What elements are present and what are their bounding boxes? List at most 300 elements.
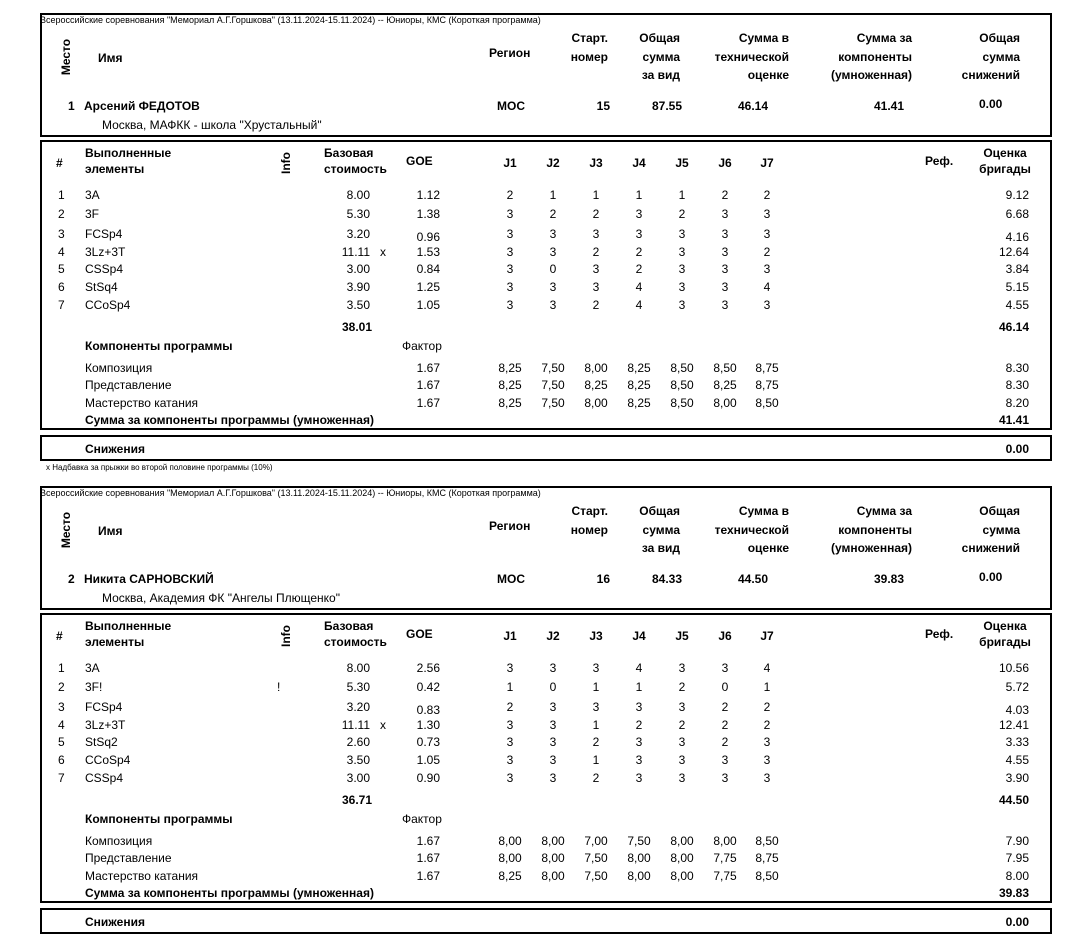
element-judge-score: 2 (678, 718, 686, 732)
component-judge-score: 7,00 (584, 834, 608, 848)
element-judge-score: 3 (678, 735, 686, 749)
component-judge-score: 8,25 (627, 378, 651, 392)
element-name: FCSp4 (85, 227, 123, 241)
element-judge-score: 2 (592, 771, 600, 785)
component-judge-score: 8,25 (713, 378, 737, 392)
element-name: FCSp4 (85, 700, 123, 714)
element-judge-score: 4 (763, 661, 771, 675)
element-base-value: 5.30 (346, 680, 370, 694)
components-total-label: Сумма за компоненты программы (умноженная) (85, 413, 374, 427)
tes-header-line: Сумма в (738, 504, 789, 518)
component-panel-score: 8.30 (1005, 361, 1029, 375)
element-judge-score: 3 (506, 771, 514, 785)
component-factor: 1.67 (416, 851, 440, 865)
element-judge-score: 1 (635, 680, 643, 694)
element-judge-score: 3 (678, 280, 686, 294)
element-judge-score: 0 (549, 680, 557, 694)
component-judge-score: 8,50 (755, 834, 779, 848)
tes-header-line: технической (714, 522, 789, 537)
element-name: CCoSp4 (85, 298, 131, 312)
tes-header-line: технической (714, 49, 789, 64)
element-panel-score: 9.12 (1005, 188, 1029, 202)
element-number: 5 (58, 735, 65, 749)
element-number: 7 (58, 298, 65, 312)
tss-header-line: сумма (642, 522, 680, 537)
component-judge-score: 8,00 (670, 851, 694, 865)
element-row (0, 735, 1081, 751)
component-name: Мастерство катания (85, 396, 199, 410)
ded-header-line: сумма (982, 522, 1020, 537)
component-row (0, 869, 1081, 885)
component-row (0, 834, 1081, 850)
col-exec-label-2: элементы (85, 635, 145, 649)
skater-start-number: 16 (596, 572, 610, 586)
element-number: 4 (58, 245, 65, 259)
tss-header-line: за вид (641, 541, 680, 555)
element-judge-score: 3 (635, 771, 643, 785)
element-number: 4 (58, 718, 65, 732)
element-judge-score: 0 (549, 262, 557, 276)
element-judge-score: 2 (721, 700, 729, 714)
element-number: 3 (58, 700, 65, 714)
col-judge-label: J2 (546, 156, 560, 170)
element-judge-score: 2 (763, 245, 771, 259)
element-judge-score: 3 (721, 753, 729, 767)
component-name: Представление (85, 378, 172, 392)
component-judge-score: 8,25 (498, 396, 522, 410)
component-judge-score: 8,00 (670, 869, 694, 883)
region-label: Регион (489, 46, 531, 60)
col-judge-label: J7 (760, 629, 774, 643)
element-goe: 0.73 (416, 735, 440, 749)
element-judge-score: 3 (678, 661, 686, 675)
element-goe: 0.84 (416, 262, 440, 276)
pcs-header-line: Сумма за (856, 31, 912, 45)
element-judge-score: 3 (635, 207, 643, 221)
element-judge-score: 3 (678, 245, 686, 259)
component-judge-score: 7,75 (713, 851, 737, 865)
component-judge-score: 8,50 (755, 396, 779, 410)
element-judge-score: 3 (721, 280, 729, 294)
element-base-value: 11.11 (341, 245, 370, 259)
element-judge-score: 3 (592, 227, 600, 241)
element-judge-score: 3 (635, 700, 643, 714)
component-judge-score: 8,75 (755, 851, 779, 865)
element-number: 6 (58, 753, 65, 767)
element-name: 3Lz+3T (85, 245, 126, 259)
element-judge-score: 3 (549, 700, 557, 714)
element-judge-score: 2 (635, 262, 643, 276)
col-judge-label: J2 (546, 629, 560, 643)
element-goe: 2.56 (416, 661, 440, 675)
element-judge-score: 1 (592, 680, 600, 694)
element-number: 1 (58, 661, 65, 675)
element-judge-score: 3 (549, 245, 557, 259)
total-component-score: 41.41 (873, 99, 904, 113)
tss-header-line: Общая (639, 504, 680, 518)
col-base-label-2: стоимость (324, 635, 387, 649)
element-judge-score: 2 (592, 245, 600, 259)
element-panel-score: 3.90 (1005, 771, 1029, 785)
element-number: 7 (58, 771, 65, 785)
region-label: Регион (489, 519, 531, 533)
col-judge-label: J5 (675, 629, 689, 643)
technical-total: 46.14 (998, 320, 1029, 334)
col-panel-label-1: Оценка (983, 619, 1027, 633)
element-judge-score: 3 (592, 280, 600, 294)
start-header-line: номер (570, 49, 608, 64)
pcs-header-line: (умноженная) (831, 68, 912, 82)
component-judge-score: 8,00 (498, 851, 522, 865)
element-goe: 0.90 (416, 771, 440, 785)
element-judge-score: 2 (635, 718, 643, 732)
skater-start-number: 15 (596, 99, 610, 113)
element-row (0, 718, 1081, 734)
element-base-value: 8.00 (346, 188, 370, 202)
component-judge-score: 8,00 (670, 834, 694, 848)
components-label: Компоненты программы (85, 339, 233, 353)
component-judge-score: 7,50 (541, 361, 565, 375)
deductions-total: 0.00 (1005, 442, 1029, 456)
element-panel-score: 4.55 (1005, 753, 1029, 767)
element-bonus-mark: x (380, 245, 386, 259)
start-header-line: Старт. (571, 504, 608, 518)
element-panel-score: 5.15 (1005, 280, 1029, 294)
element-judge-score: 3 (592, 262, 600, 276)
element-goe: 1.53 (416, 245, 440, 259)
component-panel-score: 8.30 (1005, 378, 1029, 392)
col-info-label: Info (279, 152, 293, 174)
factor-label: Фактор (402, 812, 442, 826)
start-header-line: Старт. (571, 31, 608, 45)
element-judge-score: 2 (592, 207, 600, 221)
tes-header-line: Сумма в (738, 31, 789, 45)
element-goe: 1.12 (416, 188, 440, 202)
component-judge-score: 8,00 (541, 869, 565, 883)
skater-name: Никита САРНОВСКИЙ (84, 572, 214, 586)
element-panel-score: 4.16 (1005, 230, 1029, 244)
element-goe: 1.05 (416, 753, 440, 767)
col-judge-label: J1 (503, 156, 517, 170)
element-row (0, 661, 1081, 677)
skater-region: МОС (497, 572, 525, 586)
element-judge-score: 2 (678, 680, 686, 694)
pcs-header-line: компоненты (838, 522, 912, 537)
ded-header-line: снижений (961, 68, 1020, 82)
component-judge-score: 8,50 (670, 378, 694, 392)
ded-header-line: снижений (961, 541, 1020, 555)
element-judge-score: 3 (763, 753, 771, 767)
col-panel-label-2: бригады (979, 162, 1031, 176)
col-base-label-1: Базовая (324, 619, 374, 633)
skater-rank: 1 (68, 99, 75, 113)
element-number: 3 (58, 227, 65, 241)
total-segment-score: 87.55 (651, 99, 682, 113)
element-panel-score: 4.03 (1005, 703, 1029, 717)
element-base-value: 3.00 (346, 262, 370, 276)
col-panel-label-1: Оценка (983, 146, 1027, 160)
element-goe: 1.30 (416, 718, 440, 732)
element-row (0, 771, 1081, 787)
component-judge-score: 8,00 (713, 396, 737, 410)
component-factor: 1.67 (416, 869, 440, 883)
element-judge-score: 3 (506, 735, 514, 749)
element-judge-score: 2 (721, 188, 729, 202)
component-judge-score: 8,25 (627, 396, 651, 410)
element-judge-score: 4 (635, 280, 643, 294)
place-label: Место (59, 38, 73, 76)
element-goe: 1.38 (416, 207, 440, 221)
component-panel-score: 8.20 (1005, 396, 1029, 410)
element-judge-score: 3 (506, 280, 514, 294)
name-label: Имя (98, 51, 123, 65)
element-number: 2 (58, 207, 65, 221)
component-factor: 1.67 (416, 396, 440, 410)
component-judge-score: 8,50 (713, 361, 737, 375)
element-judge-score: 3 (678, 753, 686, 767)
element-judge-score: 2 (549, 207, 557, 221)
element-judge-score: 3 (549, 298, 557, 312)
element-panel-score: 12.64 (998, 245, 1029, 259)
deductions-total: 0.00 (1005, 915, 1029, 929)
element-judge-score: 2 (635, 245, 643, 259)
element-judge-score: 2 (763, 700, 771, 714)
col-num-label: # (56, 629, 63, 643)
element-judge-score: 3 (721, 227, 729, 241)
element-judge-score: 3 (678, 700, 686, 714)
component-judge-score: 7,50 (627, 834, 651, 848)
pcs-header-line: (умноженная) (831, 541, 912, 555)
element-judge-score: 3 (635, 753, 643, 767)
element-base-value: 3.00 (346, 771, 370, 785)
col-judge-label: J7 (760, 156, 774, 170)
component-judge-score: 8,00 (713, 834, 737, 848)
element-judge-score: 3 (635, 227, 643, 241)
element-base-value: 3.90 (346, 280, 370, 294)
col-ref-label: Реф. (925, 627, 954, 641)
component-judge-score: 7,50 (584, 851, 608, 865)
total-deductions: 0.00 (979, 570, 1003, 584)
col-goe-label: GOE (406, 627, 433, 641)
component-judge-score: 8,25 (498, 361, 522, 375)
element-judge-score: 3 (549, 753, 557, 767)
element-judge-score: 3 (721, 245, 729, 259)
element-base-value: 8.00 (346, 661, 370, 675)
component-judge-score: 8,25 (498, 378, 522, 392)
element-judge-score: 3 (549, 280, 557, 294)
element-name: StSq2 (85, 735, 118, 749)
tss-header-line: за вид (641, 68, 680, 82)
element-name: CSSp4 (85, 262, 124, 276)
element-judge-score: 4 (635, 661, 643, 675)
element-judge-score: 1 (506, 680, 514, 694)
element-judge-score: 3 (506, 262, 514, 276)
ded-header-line: сумма (982, 49, 1020, 64)
element-judge-score: 3 (549, 227, 557, 241)
component-judge-score: 8,25 (627, 361, 651, 375)
element-name: 3A (85, 661, 100, 675)
footnote: x Надбавка за прыжки во второй половине программы (10%) (46, 463, 273, 472)
components-label: Компоненты программы (85, 812, 233, 826)
element-judge-score: 3 (721, 262, 729, 276)
element-base-value: 3.20 (346, 227, 370, 241)
col-panel-label-2: бригады (979, 635, 1031, 649)
skater-club: Москва, МАФКК - школа "Хрустальный" (102, 118, 322, 132)
element-base-value: 11.11 (341, 718, 370, 732)
base-value-total: 36.71 (341, 793, 372, 807)
col-judge-label: J6 (718, 629, 732, 643)
element-name: CCoSp4 (85, 753, 131, 767)
element-judge-score: 3 (506, 227, 514, 241)
ded-header-line: Общая (979, 31, 1020, 45)
element-judge-score: 3 (678, 298, 686, 312)
element-judge-score: 3 (763, 735, 771, 749)
deductions-box (40, 908, 1052, 934)
element-judge-score: 3 (763, 262, 771, 276)
total-deductions: 0.00 (979, 97, 1003, 111)
element-judge-score: 4 (635, 298, 643, 312)
col-goe-label: GOE (406, 154, 433, 168)
tss-header-line: Общая (639, 31, 680, 45)
element-judge-score: 1 (592, 188, 600, 202)
total-element-score: 44.50 (737, 572, 768, 586)
element-judge-score: 2 (506, 188, 514, 202)
deductions-label: Снижения (85, 915, 145, 929)
component-judge-score: 8,00 (541, 851, 565, 865)
element-judge-score: 2 (763, 188, 771, 202)
component-factor: 1.67 (416, 361, 440, 375)
element-judge-score: 1 (635, 188, 643, 202)
element-bonus-mark: x (380, 718, 386, 732)
element-judge-score: 3 (763, 771, 771, 785)
element-base-value: 3.20 (346, 700, 370, 714)
element-panel-score: 5.72 (1005, 680, 1029, 694)
component-panel-score: 8.00 (1005, 869, 1029, 883)
col-exec-label-1: Выполненные (85, 619, 172, 633)
component-judge-score: 8,75 (755, 378, 779, 392)
component-name: Мастерство катания (85, 869, 199, 883)
element-number: 5 (58, 262, 65, 276)
element-judge-score: 3 (678, 262, 686, 276)
col-judge-label: J6 (718, 156, 732, 170)
element-name: 3F (85, 207, 100, 221)
element-goe: 0.83 (416, 703, 440, 717)
element-goe: 1.05 (416, 298, 440, 312)
component-factor: 1.67 (416, 834, 440, 848)
component-judge-score: 8,00 (627, 851, 651, 865)
total-element-score: 46.14 (737, 99, 768, 113)
ded-header-line: Общая (979, 504, 1020, 518)
element-judge-score: 3 (506, 207, 514, 221)
skater-rank: 2 (68, 572, 75, 586)
element-panel-score: 4.55 (1005, 298, 1029, 312)
component-judge-score: 8,25 (498, 869, 522, 883)
col-base-label-1: Базовая (324, 146, 374, 160)
col-judge-label: J4 (632, 156, 646, 170)
element-row (0, 680, 1081, 696)
element-judge-score: 4 (763, 280, 771, 294)
element-number: 6 (58, 280, 65, 294)
element-judge-score: 2 (592, 735, 600, 749)
element-name: 3A (85, 188, 100, 202)
components-total-label: Сумма за компоненты программы (умноженная) (85, 886, 374, 900)
element-judge-score: 2 (721, 718, 729, 732)
element-panel-score: 3.84 (1005, 262, 1029, 276)
component-panel-score: 7.90 (1005, 834, 1029, 848)
element-judge-score: 3 (549, 718, 557, 732)
element-base-value: 3.50 (346, 753, 370, 767)
name-label: Имя (98, 524, 123, 538)
col-info-label: Info (279, 625, 293, 647)
component-row (0, 851, 1081, 867)
place-label: Место (59, 511, 73, 549)
element-judge-score: 3 (592, 700, 600, 714)
element-judge-score: 3 (549, 661, 557, 675)
tss-header-line: сумма (642, 49, 680, 64)
element-judge-score: 3 (763, 207, 771, 221)
deductions-label: Снижения (85, 442, 145, 456)
element-info: ! (277, 680, 281, 694)
component-judge-score: 8,00 (541, 834, 565, 848)
element-base-value: 3.50 (346, 298, 370, 312)
element-judge-score: 3 (678, 771, 686, 785)
component-name: Представление (85, 851, 172, 865)
tes-header-line: оценке (747, 541, 789, 555)
element-panel-score: 3.33 (1005, 735, 1029, 749)
component-name: Композиция (85, 361, 153, 375)
col-exec-label-2: элементы (85, 162, 145, 176)
col-ref-label: Реф. (925, 154, 954, 168)
element-judge-score: 2 (506, 700, 514, 714)
col-num-label: # (56, 156, 63, 170)
element-judge-score: 1 (592, 718, 600, 732)
element-judge-score: 1 (763, 680, 771, 694)
total-segment-score: 84.33 (651, 572, 682, 586)
component-factor: 1.67 (416, 378, 440, 392)
element-judge-score: 3 (506, 298, 514, 312)
technical-total: 44.50 (998, 793, 1029, 807)
element-judge-score: 2 (763, 718, 771, 732)
element-judge-score: 3 (506, 718, 514, 732)
element-judge-score: 3 (549, 771, 557, 785)
element-number: 1 (58, 188, 65, 202)
element-judge-score: 3 (592, 661, 600, 675)
component-name: Композиция (85, 834, 153, 848)
col-judge-label: J4 (632, 629, 646, 643)
col-base-label-2: стоимость (324, 162, 387, 176)
component-judge-score: 8,00 (584, 361, 608, 375)
element-panel-score: 10.56 (998, 661, 1029, 675)
components-total: 41.41 (998, 413, 1029, 427)
skater-name: Арсений ФЕДОТОВ (84, 99, 200, 113)
element-number: 2 (58, 680, 65, 694)
pcs-header-line: компоненты (838, 49, 912, 64)
element-panel-score: 6.68 (1005, 207, 1029, 221)
start-header-line: номер (570, 522, 608, 537)
element-name: StSq4 (85, 280, 118, 294)
component-judge-score: 8,00 (627, 869, 651, 883)
component-judge-score: 8,00 (498, 834, 522, 848)
element-base-value: 2.60 (346, 735, 370, 749)
element-row (0, 753, 1081, 769)
element-judge-score: 2 (592, 298, 600, 312)
pcs-header-line: Сумма за (856, 504, 912, 518)
element-judge-score: 3 (678, 227, 686, 241)
component-judge-score: 8,75 (755, 361, 779, 375)
element-panel-score: 12.41 (998, 718, 1029, 732)
components-total: 39.83 (998, 886, 1029, 900)
component-judge-score: 7,50 (584, 869, 608, 883)
